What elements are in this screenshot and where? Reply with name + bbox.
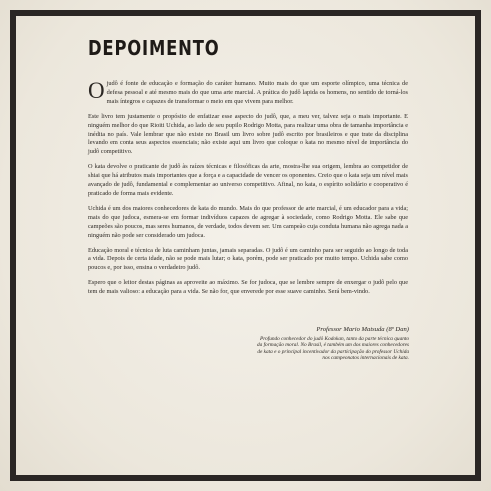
frame-border-top — [10, 10, 481, 16]
paragraph-6: Espero que o leitor destas páginas as aproveite ao máximo. Se for judoca, que se lembre sempre de enxergar o judô pelo que tem de mais valioso: a educação para a vida. Se não for, que enverede por esse suave caminho. Será bem-vindo. — [88, 279, 408, 296]
paragraph-3: O kata devolve o praticante de judô às raízes técnicas e filosóficas da arte, mostra-lhe sua origem, lembra ao competidor de shiai que há atributos mais importantes que a força e a capacidade de vencer os oponentes. Creio que o kata seja um nível mais avançado de judô, fundamental e complementar ao universo competitivo. Afinal, no kata, o espírito solidário e cooperativo é praticado de forma mais evidente. — [88, 163, 408, 197]
frame-border-left — [10, 10, 16, 481]
paragraph-1 — [88, 80, 408, 107]
frame-border-right — [475, 10, 481, 481]
paragraph-4: Uchida é um dos maiores conhecedores de kata do mundo. Mais do que professor de arte marcial, é um educador para a vida; mais do que judoca, esmera-se em formar indivíduos capazes de agregar à sociedade, como Rodrigo Motta. Ele sabe que campeões são poucos, mas seres humanos, de verdade, todos devem ser. Um campeão cuja conduta humana não agrega nada a ninguém não pode ser considerado um judoca. — [88, 204, 408, 239]
paragraph-2: Este livro tem justamente o propósito de enfatizar esse aspecto do judô, que, a meu ver, talvez seja o mais importante. E ninguém melhor do que Rioiti Uchida, ao lado de seu pupilo Rodrigo Motta, para realizar uma obra de tamanha importância e inédita no país. Vale lembrar que não existe no Brasil um livro sobre judô escrito por brasileiros e que trate da disciplina levando em conta seus aspectos essenciais; não existe aqui um livro que coloque o kata no mesmo nível de importância do judô competitivo. — [88, 112, 408, 156]
signature-note: Profundo conhecedor do judô Kodokan, tanto da parte técnica quanto da formação moral. No Brasil, é também um dos maiores conhecedores de kata e o principal incentivador da participação do professor Uchida nos campeonatos internacionais de kata. — [256, 336, 409, 362]
paragraph-5: Educação moral e técnica de luta caminham juntas, jamais separadas. O judô é um caminho para ser seguido ao longo de toda a vida. Depois de certa idade, não se pode mais lutar; o kata, porém, pode ser praticado por muito tempo. Uchida sabe como poucos e, por isso, ensina o verdadeiro judô. — [88, 246, 408, 272]
signature-name: Professor Mario Matsuda (8º Dan) — [316, 326, 409, 333]
body-text — [88, 80, 408, 303]
page-title: DEPOIMENTO — [88, 36, 220, 60]
paragraph-1-text: judô é fonte de educação e formação do caráter humano. Muito mais do que um esporte olímpico, uma técnica de defesa pessoal e até mesmo mais do que uma arte marcial. A prática do judô lapida os homens, no sentido de torná-los mais íntegros e capazes de transformar o meio em que vivem para melhor. — [106, 80, 408, 105]
frame-border-bottom — [10, 475, 481, 481]
drop-cap: O — [88, 78, 105, 103]
